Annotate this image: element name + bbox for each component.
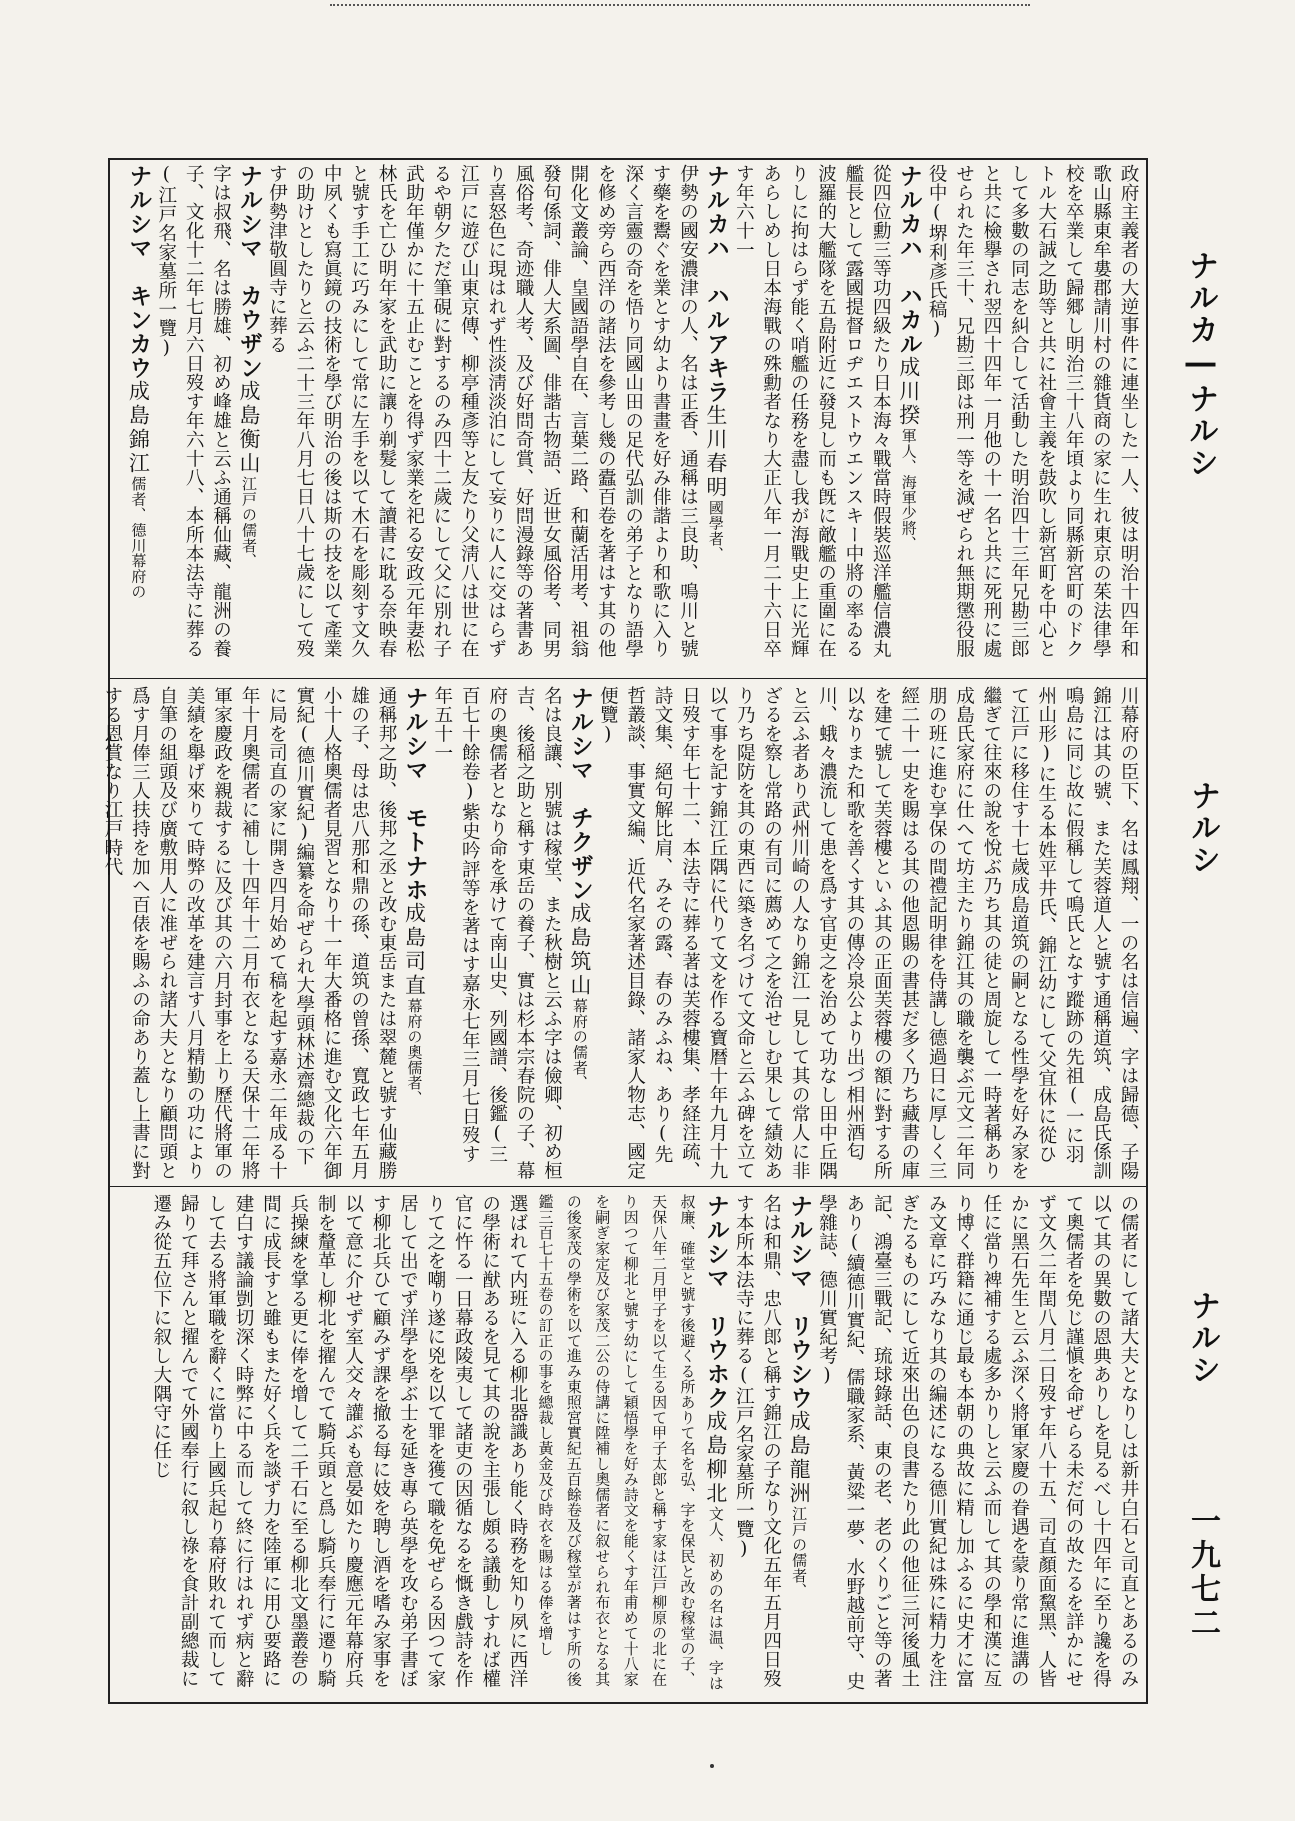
entry-body: 選ばれて内班に入る柳北器識あり能く時務を知り夙に西洋の學術に猷あるを見て其の說を主張し頗る議動しすれば權官に忤る一日幕政陵夷して諸吏の因循なるを慨き戲詩を作りて之を嘲り遂に兇を以て罪を獲て職を免ぜらる因つて家居して出でず洋學を學ぶ士を延き專ら英學を攻む弟子書ぼす柳北兵ひて顧みず課を撤る每に妓を聘し酒を嗜み家事を以て意に介せず室人交々讙ぶも意晏如たり慶應元年幕府兵制を釐革し柳北を擢んでて騎兵頭と爲し騎兵奉行に遷り騎兵操練を掌る更に俸を增して二千石に至る柳北文墨叢巻の間に成長すと雖もまた好く兵を談ず力を陸軍に用ひ要路に建白す議論剴切深く時弊に中る而して終に行はれず病と辭して去る將軍職を辭くに當り上國兵起り幕府敗れて而して歸りて拜さんと擢んでて外國奉行に叙し祿を食計副總裁に遷み從五位下に叙し大隅守に任じ [150,1194,529,1688]
entry-reading: ナルシマ リウホク [702,1194,729,1410]
tier-lower [114,1194,1142,1698]
entry-epithet: 江戸の儒者、 [240,476,258,569]
entry-heading [400,686,428,1180]
entry-name: 成島衡山 [237,380,261,476]
entry-heading [235,164,263,672]
running-head-lower: ナルシ [1185,1290,1220,1386]
entry-epithet: 國學者、 [706,500,725,562]
tier-divider-2 [110,1186,1146,1187]
entry-name: 成島筑山 [567,902,592,998]
tier-divider-1 [110,678,1146,679]
tier-middle [101,686,1142,1180]
entry-epithet: 幕府の儒者、 [570,998,589,1091]
entry-epithet: 軍人、海軍少將、 [899,428,918,552]
entry-name: 成島錦江 [126,380,151,476]
entry-epithet: 幕府の奧儒者、 [405,998,424,1106]
entry-name: 成島司直 [402,902,427,998]
entry-epithet: 文人、初めの名は温、字は叔廉、確堂と號す後避くる所ありて名を弘、字を保民と改む稼堂の子、天保八年二月甲子を以て生る因て甲子太郎と稱す家は江戸柳原の北に在り因つて柳北と號す幼にして穎悟學を好み詩文を能くす年甫めて十八家を嗣ぎ家定及び家茂二公の侍講に陞補し奧儒者に叙せられ布衣となる其の後家茂の學術を以て進み東照宮實紀五百餘卷及び稼堂が著はす所の後鑑三百七十五卷の訂正の事を總裁し黃金及び時衣を賜はる俸を增し [536,1194,725,1691]
entry-name: 生川春明 [703,404,728,500]
entry-body: 字は叔飛、名は勝雄、初め峰雄と云ふ通稱仙藏、龍洲の養子、文化十二年七月六日歿す年六十八、本所本法寺に葬る(江戸名家墓所一覽) [155,164,232,658]
print-speck [710,1764,714,1768]
entry-reading: ナルシマ リウシウ [786,1194,813,1410]
entry-reading: ナルシマ カウザン [236,164,262,380]
entry-epithet: 江戸の儒者、 [790,1506,809,1599]
entry-body: 名は和鼎、忠八郎と稱す錦江の子なり文化五年五月四日歿す本所本法寺に葬る(江戸名家墓所一覽) [733,1194,782,1688]
entry-reading: ナルシマ キンカウ [125,164,152,380]
continuation-text: 政府主義者の大逆事件に連坐した一人、彼は明治十四年和歌山縣東牟婁郡請川村の雜貨商の家に生れ東京の茱法律學校を卒業して歸郷し明治三十八年頃より同縣新宮町のドクトル大石誠之助等と共に社會主義を鼓吹し新宮町を中心として多數の同志を糾合して活動した明治四十三年兄勘三郎と共に檢擧され翌四十四年一月他の十一名と共に死刑に處せられた年三十、兄勘三郎は刑一等を減ぜられ無期懲役服役中(堺利彥氏稿) [926,164,1139,658]
entry-body: 通稱邦之助、後邦之丞と改む東岳または翠麓と號す仙藏勝雄の子、母は忠八那和鼎の孫、道筑の曾孫、寬政七年五月小十人格奧儒者見習となり十一年大番格に進む文化六年御實紀(德川實紀)編纂を命ぜられ大學頭林述齋總裁の下に局を司直の家に開き四月始めて稿を起す嘉永二年成る十年十月奧儒者に補し十四年十二月布衣となる天保十二年將軍家慶政を親裁するに及び其の六月封事を上り歷代將軍の美績を舉げ來りて時弊の改革を建言す八月精勤の功により自筆の組頭及び廣敷用人に准ぜられ諸大夫となり顧問頭と爲す月俸三人扶持を加へ百俵を賜ふの命あり蓋し上書に對する恩賞なり江戸時代 [101,686,398,1180]
entry-reading: ナルシマ チクザン [566,686,593,902]
entry-heading [894,164,922,672]
entry-reading: ナルカハ ハカル [895,164,922,356]
entry-epithet: 儒者、德川幕府の [129,476,148,600]
entry-body: 名は良讓、別號は稼堂、また秋樹と云ふ字は儉卿、初め桓吉、後稲之助と稱す東岳の養子、實は杉本宗春院の子、幕府の奧儒者となり命を承けて南山史、列國譜、後鑑(三百七十餘卷)紫史吟評等を著はす嘉永七年三月七日歿す年五十一 [431,686,563,1180]
entry-name: 成川揆 [896,356,921,428]
entry-body: 從四位勳三等功四級たり日本海々戰當時假裝巡洋艦信濃丸艦長として露國提督ロヂエストウエンスキー中將の率ゐる波羅的大艦隊を五島附近に發見し而も旣に敵艦の重圍に在りしに拘はらず能く哨艦の任務を盡し我が海戰史上に光輝あらしめし日本海戰の殊勳者なり大正八年一月二十六日卒す年六十一 [733,164,892,658]
running-head-middle: ナルシ [1185,780,1220,876]
page-number: 一九七二 [1185,1505,1220,1641]
entry-heading [565,686,593,1180]
top-dotted-rule [330,4,1030,6]
tier-upper [114,164,1142,672]
running-head-main: ナルカ―ナルシ [1183,250,1218,479]
entry-name: 成島柳北 [703,1410,728,1506]
continuation-text: 川幕府の臣下、名は鳳翔、一の名は信遍、字は歸德、子陽錦江は其の號、また芙蓉道人と號す通稱道筑、成島氏係訓鳴島に同じ故に假稱して鳴氏となす蹤跡の先祖(一に羽州山形)に生る本姓平井氏、錦江幼にして父宜休に從ひて江戸に移住す十七歲成島道筑の嗣となる性學を好み家を繼ぎて往來の說を悅ぶ乃ち其の徒と周旋して一時著稱あり成島氏家府に仕へて坊主たり錦江其の職を襲ぶ元文二年同朋の班に進む享保の間禮記明律を侍講し德過日に厚しく三經二十一史を賜はる其の他恩賜の書甚だ多く乃ち藏書の庫を建て號して芙蓉樓といふ其の正面芙蓉樓の額に對する所以なりまた和歌を善くす其の傳冷泉公より出づ相州酒匂川、蛾々濃流して患を爲す官吏之を治めて功なし田中丘隅と云ふ者あり武州川崎の人なり錦江一見して其の常人に非ざるを察し常路の有司に薦めて之を治せしむ果して績効あり乃ち隄防を其の東西に築き名づけて文命と云ふ碑を立て以て事を記す錦江丘隅に代りて文を作る寶暦十年九月十九日歿す年七十二、本法寺に葬る著は芙蓉樓集、孝経注疏、詩文集、絕句解比肩、みその露、春のみふね、あり(先哲叢談、事實文編、近代名家著述目錄、諸家人物志、國定便覽) [597,686,1139,1180]
entry-heading [702,164,730,672]
entry-heading [531,1194,730,1698]
entry-heading [124,164,152,672]
entry-reading: ナルシマ モトナホ [401,686,428,902]
entry-body: 伊勢の國安濃津の人、名は正香、通稱は三良助、鳴川と號す藥を鬻ぐを業とす幼より書畫を好み俳諧より和歌に入り深く言靈の奇を悟り同國山田の足代弘訓の弟子となり語學を修め旁ら西洋の諸法を參考し幾の蠹百卷を著はす其の他開化文叢論、皇國語學自在、言葉二路、和蘭活用考、祖翁發句係詞、俳人大系圖、俳諧古物語、近世女風俗考、同男風俗考、奇迹職人考、及び好問奇賞、好問漫錄等の著書あり喜怒色に現はれず性淡淸淡泊にして妄りに人に交はらず江戸に遊び山東京傳、柳亭種彥等と友たり父淸八は世に在るや朝夕ただ筆硯に對するのみ四十二歲にして父に別れ子武助年僅かに十五止むことを得ず家業を祀る安政元年妻松林氏を亡ひ明年家を武助に讓り剃髮して讀書に耽る奈映春と號す手工に巧みにして常に左手を以て木石を彫刻す文久中夙くも寫眞鏡の技術を學び明治の後は斯の技を以て產業の助けとしたりと云ふ二十三年八月七日八十七歲にして歿す伊勢津敬圓寺に葬る [266,164,699,658]
continuation-text: の儒者にして諸大夫となりしは新井白石と司直とあるのみ以て其の異數の恩典ありしを見るべし十四年に至り讒を得て奧儒者を免じ謹愼を命ぜらる未だ何の故たるを詳かにせず文久二年閏八月二日歿す年八十五、司直顏面黧黑、人皆かに黑石先生と云ふ深く將軍家慶の眷遇を蒙り常に進講の任に當り裨補する處多かりしと云ふ而して其の學和漢に亙り博く群籍に通じ最も本朝の典故に精し加ふるに史才に富み文章に巧みなり其の編述になる德川實紀は殊に精力を注ぎたるものにして近來出色の良書たり此の他征三河後風土記、鴻臺三戰記、琉球錄話、東の老、老のくりごと等の著あり(續德川實紀、儒職家系、黃粱一夢、水野越前守、史學雜誌、德川實紀考) [816,1194,1139,1691]
entry-reading: ナルカハ ハルアキラ [702,164,729,404]
entry-heading [785,1194,813,1698]
entry-name: 成島龍洲 [787,1410,812,1506]
